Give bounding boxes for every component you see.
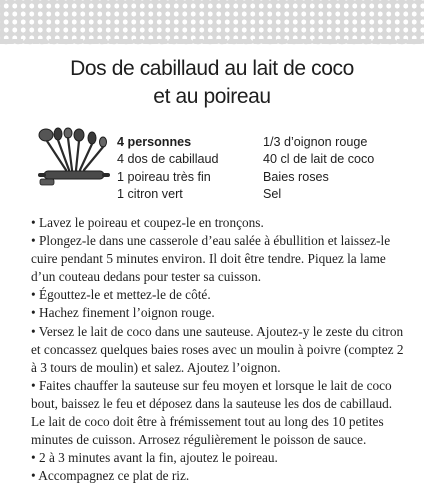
banner-scalloped-edge (0, 39, 424, 49)
recipe-step: • Accompagnez ce plat de riz. (31, 468, 190, 484)
ingredient-item: 40 cl de lait de coco (263, 152, 375, 167)
recipe-step: • Égouttez-le et mettez-le de côté. (31, 287, 211, 303)
title-line-2: et au poireau (153, 85, 271, 108)
ingredient-item: Sel (263, 187, 282, 202)
ingredient-item: 1 citron vert (117, 187, 183, 202)
recipe-steps (31, 214, 407, 485)
recipe-step: • Hachez finement l’oignon rouge. (31, 305, 215, 321)
ingredient-item: Baies roses (263, 169, 329, 184)
ingredient-item: 4 dos de cabillaud (117, 152, 219, 167)
recipe-step: • Faites chauffer la sauteuse sur feu moyen et lorsque le lait de coco bout, baissez le feu et déposez dans la sauteuse les dos de cabillaud. Le lait de coco doit être à frémissement tout au long des 10 petites minutes de cuisson. Arrosez régulièrement le poisson de sauce. (31, 377, 393, 448)
recipe-title (0, 55, 424, 111)
title-line-1: Dos de cabillaud au lait de coco (70, 57, 354, 80)
recipe-step: • Plongez-le dans une casserole d’eau salée à ébullition et laissez-le cuire pendant 5 minutes environ. Il doit être tendre. Piquez la lame d’un couteau dedans pour tester sa cuisson. (31, 233, 391, 285)
ingredient-item: 1 poireau très fin (117, 169, 211, 184)
servings: 4 personnes (117, 135, 192, 149)
ingredients-column-left (117, 134, 219, 204)
recipe-step: • 2 à 3 minutes avant la fin, ajoutez le poireau. (31, 450, 278, 466)
recipe-step: • Versez le lait de coco dans une sauteuse. Ajoutez-y le zeste du citron et concassez quelques baies roses avec un moulin à poivre (comptez 2 à 3 tours de moulin) et salez. Ajoutez l’oignon. (31, 323, 404, 375)
decorative-banner (0, 0, 424, 44)
recipe-step: • Lavez le poireau et coupez-le en tronçons. (31, 215, 264, 230)
kitchen-utensils-icon (34, 126, 114, 188)
ingredients-column-right (263, 134, 374, 204)
ingredient-item: 1/3 d’oignon rouge (263, 135, 368, 149)
